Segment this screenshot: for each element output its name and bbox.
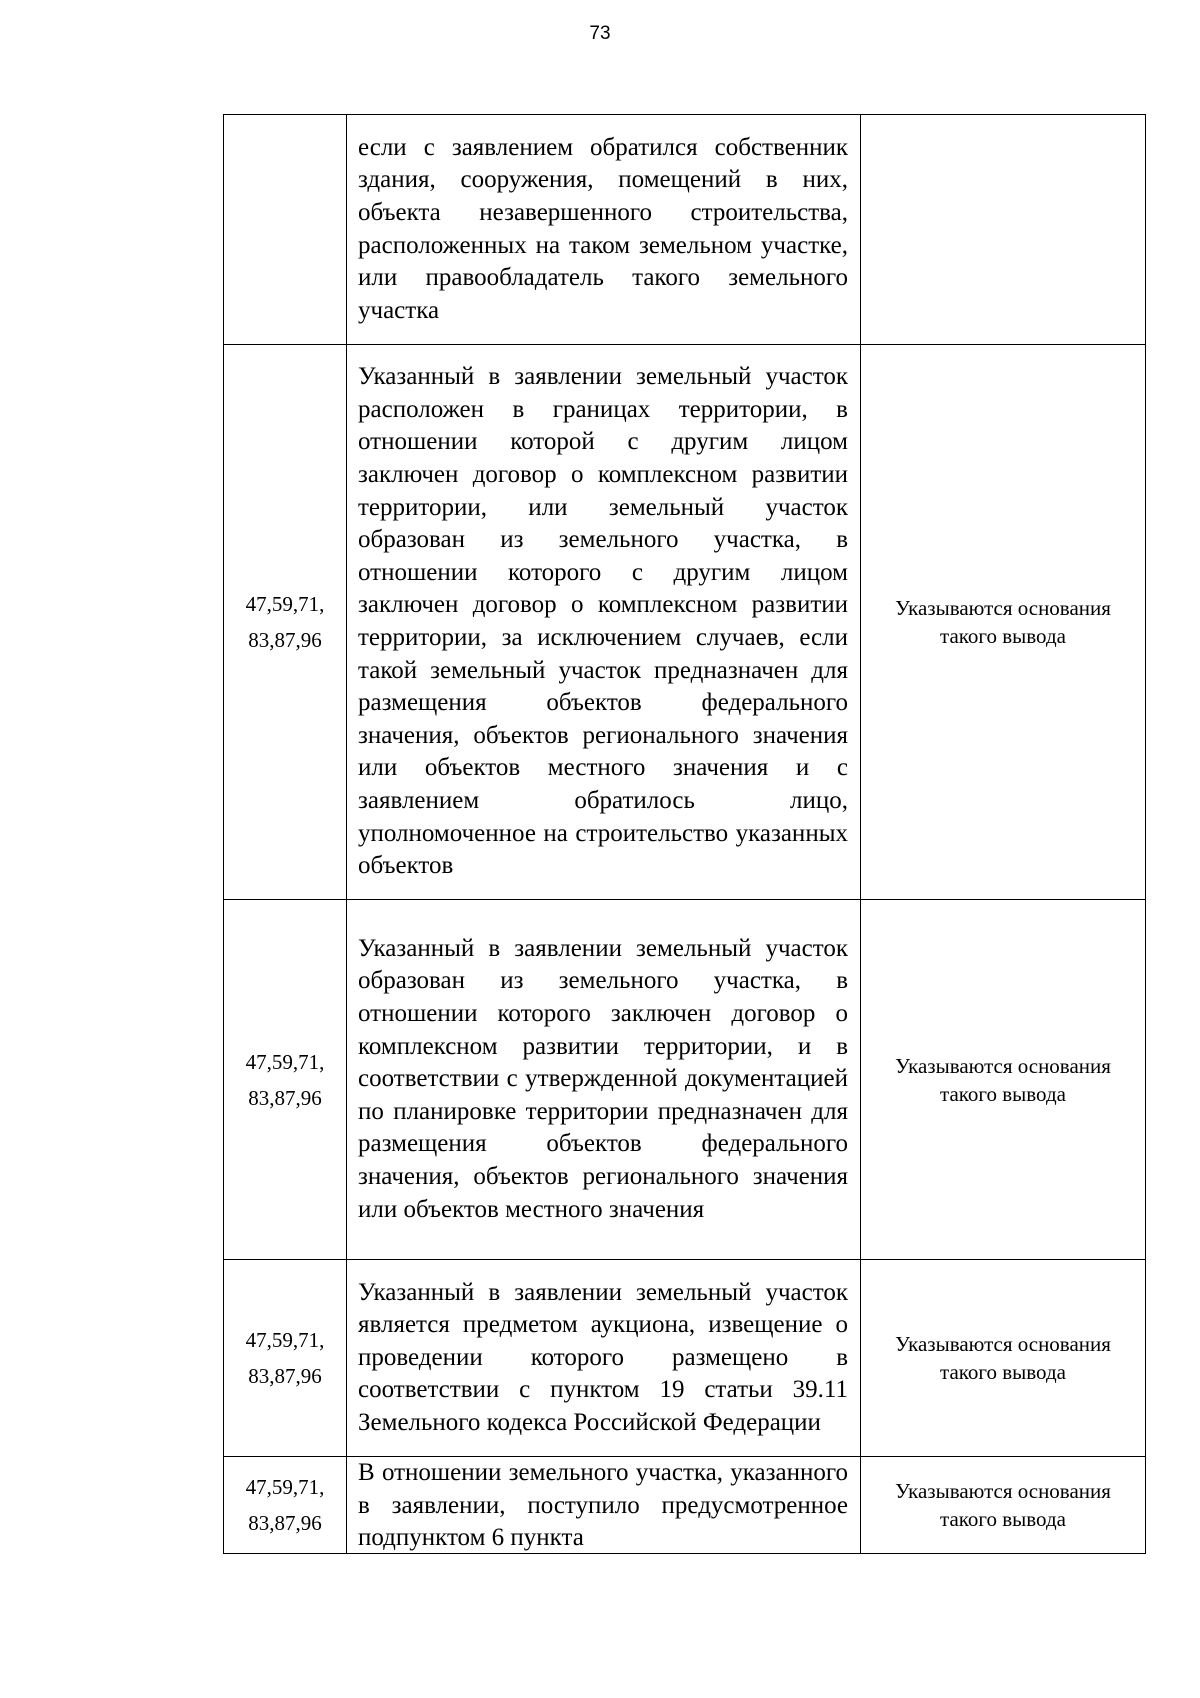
basis-line1: Указываются основания — [895, 596, 1111, 620]
document-table — [223, 114, 1146, 1554]
basis-explanation-cell — [861, 115, 1146, 345]
refusal-reason-text: Указанный в заявлении земельный участок расположен в границах территории, в отношении которой с другим лицом заключен договор о комплексном развитии территории, или земельный участок образован из земельного участка, в отношении которого с другим лицом заключен договор о комплексном развитии территории, за исключением случаев, если такой земельный участок предназначен для размещения объектов федерального значения, объектов регионального значения или объектов местного значения и с заявлением обратилось лицо, уполномоченное на строительство указанных объектов — [347, 345, 861, 900]
paragraph-refs-line1: 47,59,71, — [245, 1328, 325, 1352]
paragraph-refs-cell — [224, 115, 347, 345]
page-number: 73 — [589, 23, 611, 44]
paragraph-refs-line2: 83,87,96 — [248, 1085, 322, 1110]
table-row — [224, 1260, 1146, 1457]
basis-explanation-cell — [861, 1260, 1146, 1457]
basis-line2: такого вывода — [940, 1360, 1066, 1384]
table-row — [224, 1457, 1146, 1554]
basis-line2: такого вывода — [940, 1507, 1066, 1531]
basis-line1: Указываются основания — [895, 1332, 1111, 1356]
table-row — [224, 115, 1146, 345]
paragraph-refs-line2: 83,87,96 — [248, 1364, 322, 1388]
paragraph-refs-line2: 83,87,96 — [248, 1511, 322, 1535]
paragraph-refs-line2: 83,87,96 — [248, 628, 322, 652]
paragraph-refs-line1: 47,59,71, — [245, 1049, 325, 1074]
basis-explanation-cell — [861, 900, 1146, 1260]
paragraph-refs-cell — [224, 900, 347, 1260]
basis-explanation-cell — [861, 345, 1146, 900]
refusal-reason-text: Указанный в заявлении земельный участок является предметом аукциона, извещение о проведении которого размещено в соответствии с пунктом 19 статьи 39.11 Земельного кодекса Российской Федерации — [347, 1260, 861, 1457]
basis-line1: Указываются основания — [895, 1479, 1111, 1503]
refusal-reason-text: Указанный в заявлении земельный участок образован из земельного участка, в отношении которого заключен договор о комплексном развитии территории, и в соответствии с утвержденной документацией по планировке территории предназначен для размещения объектов федерального значения, объектов регионального значения или объектов местного значения — [347, 900, 861, 1260]
paragraph-refs-line1: 47,59,71, — [245, 592, 325, 616]
basis-explanation-cell — [861, 1457, 1146, 1554]
paragraph-refs-cell — [224, 345, 347, 900]
paragraph-refs-cell — [224, 1457, 347, 1554]
basis-line1: Указываются основания — [895, 1053, 1111, 1078]
paragraph-refs-cell — [224, 1260, 347, 1457]
basis-line2: такого вывода — [940, 624, 1066, 648]
paragraph-refs-line1: 47,59,71, — [245, 1475, 325, 1499]
table-row — [224, 345, 1146, 900]
refusal-reason-text: В отношении земельного участка, указанного в заявлении, поступило предусмотренное подпунктом 6 пункта — [358, 1459, 848, 1552]
basis-line2: такого вывода — [940, 1081, 1066, 1106]
refusal-reason-text-cell — [347, 1457, 861, 1554]
table-row — [224, 900, 1146, 1260]
refusal-reason-text: если с заявлением обратился собственник здания, сооружения, помещений в них, объекта незавершенного строительства, расположенных на таком земельном участке, или правообладатель такого земельного участка — [347, 115, 861, 345]
